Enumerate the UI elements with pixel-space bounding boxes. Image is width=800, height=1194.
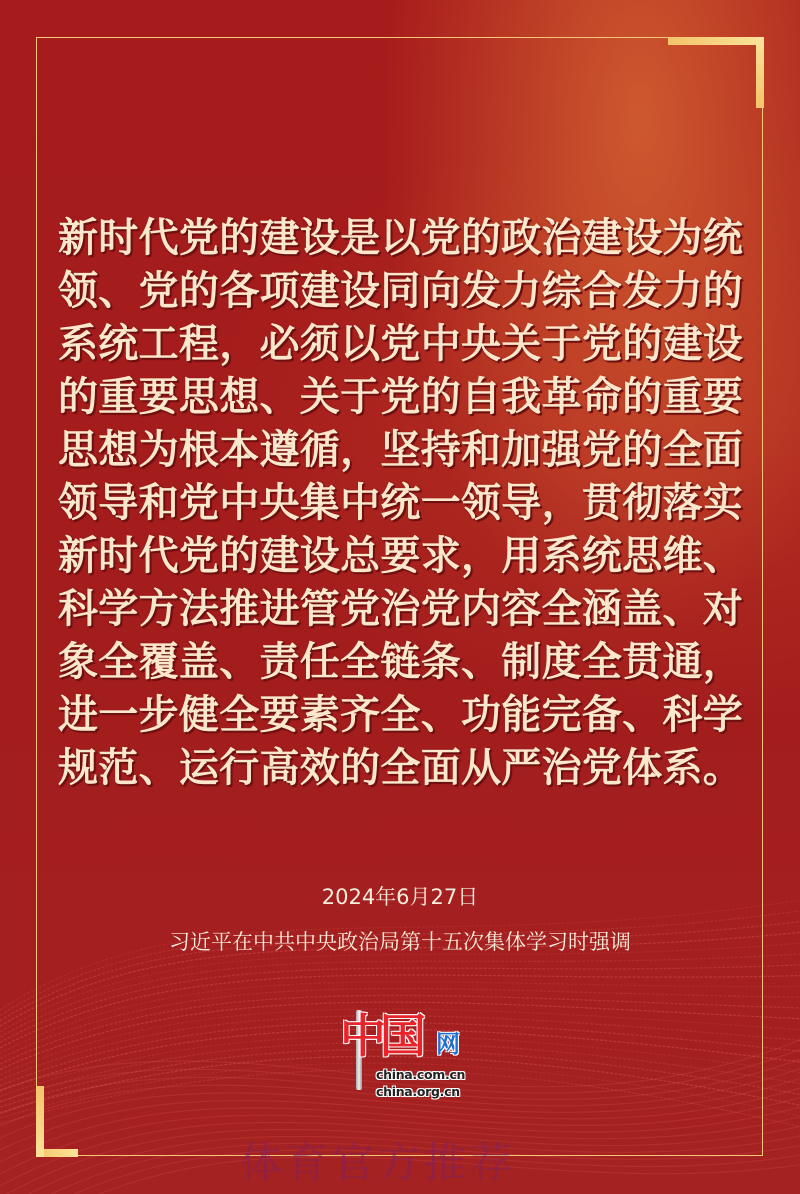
quote-text xyxy=(58,212,758,795)
quote-line: 的重要思想、关于党的自我革命的重要 xyxy=(58,374,744,420)
quote-line: 进一步健全要素齐全、功能完备、科学 xyxy=(58,692,744,738)
quote-line: 领导和党中央集中统一领导，贯彻落实 xyxy=(58,480,744,526)
frame-corner-bottom-left xyxy=(36,1086,78,1157)
date: 2024年6月27日 xyxy=(321,885,479,909)
china-net-logo xyxy=(336,1010,486,1115)
logo-wang: 网 xyxy=(436,1030,460,1058)
quote-line: 规范、运行高效的全面从严治党体系。 xyxy=(58,745,744,791)
quote-line: 象全覆盖、责任全链条、制度全贯通， xyxy=(58,639,744,685)
watermark: 体育官方推荐 xyxy=(240,1138,517,1187)
quote-line: 新时代党的建设是以党的政治建设为统 xyxy=(58,215,744,261)
source-attribution: 习近平在中共中央政治局第十五次集体学习时强调 xyxy=(169,930,631,954)
quote-line: 新时代党的建设总要求，用系统思维、 xyxy=(58,533,744,579)
quote-line: 领、党的各项建设同向发力综合发力的 xyxy=(58,268,744,314)
logo-url-org: china.org.cn xyxy=(376,1084,460,1099)
quote-line: 系统工程，必须以党中央关于党的建设 xyxy=(58,321,744,367)
quote-line: 科学方法推进管党治党内容全涵盖、对 xyxy=(58,586,744,632)
logo-url-com: china.com.cn xyxy=(376,1067,466,1082)
logo-mark: 中国 xyxy=(340,1009,420,1063)
frame-corner-top-right xyxy=(668,37,764,108)
quote-line: 思想为根本遵循，坚持和加强党的全面 xyxy=(58,427,744,473)
